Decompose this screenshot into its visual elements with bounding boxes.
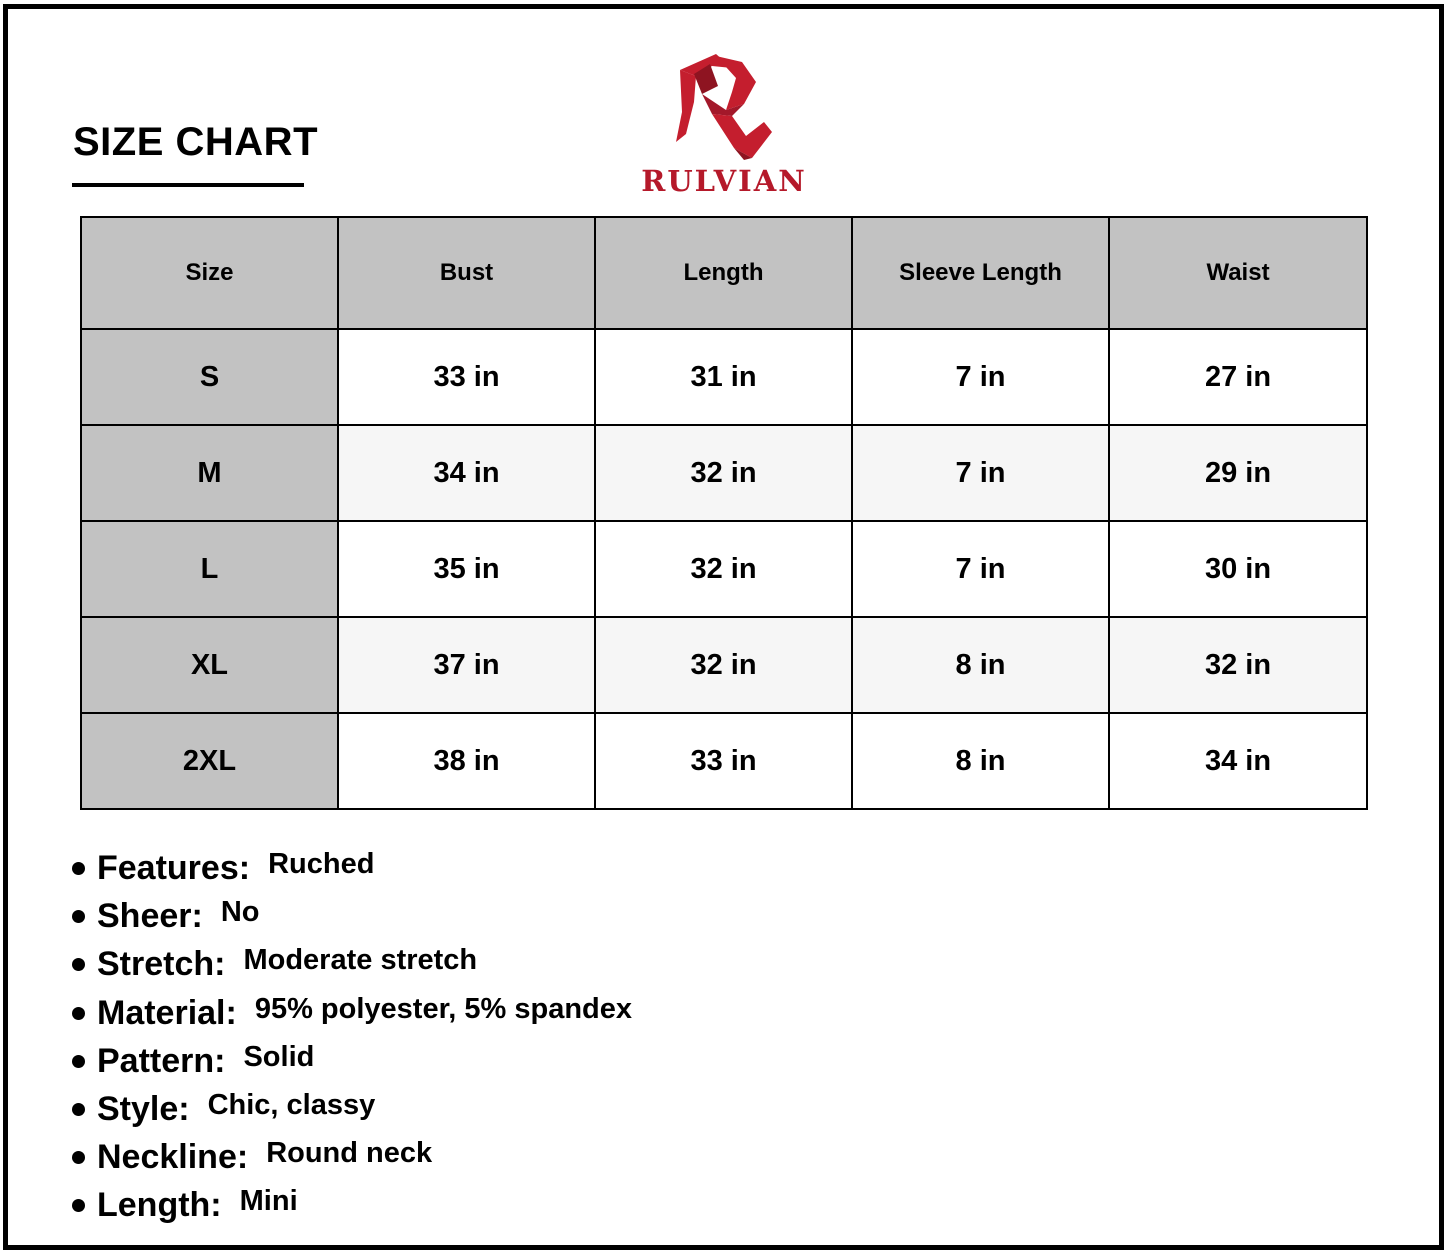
waist-cell: 34 in bbox=[1109, 713, 1367, 809]
bust-cell: 37 in bbox=[338, 617, 595, 713]
bust-cell: 38 in bbox=[338, 713, 595, 809]
brand-name: RULVIAN bbox=[641, 164, 807, 198]
detail-label: Neckline: bbox=[97, 1138, 249, 1177]
table-row bbox=[81, 329, 1367, 425]
detail-length bbox=[72, 1183, 632, 1231]
detail-value: No bbox=[220, 896, 260, 929]
sleeve-length-cell: 7 in bbox=[852, 521, 1109, 617]
bullet-icon bbox=[72, 1007, 85, 1020]
bullet-icon bbox=[72, 862, 85, 875]
bust-cell: 35 in bbox=[338, 521, 595, 617]
detail-material bbox=[72, 991, 632, 1039]
detail-label: Material: bbox=[97, 993, 237, 1032]
detail-neckline bbox=[72, 1135, 632, 1183]
waist-cell: 27 in bbox=[1109, 329, 1367, 425]
length-cell: 33 in bbox=[595, 713, 852, 809]
detail-features bbox=[72, 846, 632, 894]
table-row bbox=[81, 617, 1367, 713]
title-underline bbox=[72, 183, 304, 187]
header-waist: Waist bbox=[1109, 217, 1367, 329]
waist-cell: 32 in bbox=[1109, 617, 1367, 713]
sleeve-length-cell: 7 in bbox=[852, 425, 1109, 521]
bullet-icon bbox=[72, 1103, 85, 1116]
detail-label: Stretch: bbox=[97, 945, 226, 984]
bust-cell: 33 in bbox=[338, 329, 595, 425]
size-cell: S bbox=[81, 329, 338, 425]
bullet-icon bbox=[72, 1199, 85, 1212]
waist-cell: 30 in bbox=[1109, 521, 1367, 617]
product-details-list bbox=[72, 846, 632, 1232]
bullet-icon bbox=[72, 910, 85, 923]
bust-cell: 34 in bbox=[338, 425, 595, 521]
bullet-icon bbox=[72, 1151, 85, 1164]
waist-cell: 29 in bbox=[1109, 425, 1367, 521]
header-sleeve-length: Sleeve Length bbox=[852, 217, 1109, 329]
detail-value: 95% polyester, 5% spandex bbox=[254, 992, 633, 1025]
bullet-icon bbox=[72, 1055, 85, 1068]
detail-label: Style: bbox=[97, 1089, 190, 1128]
detail-value: Moderate stretch bbox=[243, 944, 478, 977]
size-cell: 2XL bbox=[81, 713, 338, 809]
size-cell: XL bbox=[81, 617, 338, 713]
rulvian-r-logo-icon bbox=[672, 52, 776, 162]
size-cell: M bbox=[81, 425, 338, 521]
size-cell: L bbox=[81, 521, 338, 617]
length-cell: 32 in bbox=[595, 521, 852, 617]
detail-value: Round neck bbox=[266, 1137, 433, 1170]
detail-label: Length: bbox=[97, 1186, 222, 1225]
page-title: SIZE CHART bbox=[73, 120, 318, 164]
sleeve-length-cell: 8 in bbox=[852, 713, 1109, 809]
detail-label: Sheer: bbox=[97, 897, 203, 936]
bullet-icon bbox=[72, 958, 85, 971]
table-row bbox=[81, 521, 1367, 617]
header-size: Size bbox=[81, 217, 338, 329]
size-table bbox=[80, 216, 1368, 810]
detail-label: Features: bbox=[97, 849, 251, 887]
detail-value: Ruched bbox=[268, 848, 375, 880]
detail-value: Mini bbox=[239, 1185, 298, 1218]
length-cell: 32 in bbox=[595, 617, 852, 713]
header-length: Length bbox=[595, 217, 852, 329]
detail-value: Solid bbox=[243, 1040, 315, 1073]
sleeve-length-cell: 8 in bbox=[852, 617, 1109, 713]
length-cell: 31 in bbox=[595, 329, 852, 425]
detail-label: Pattern: bbox=[97, 1041, 226, 1080]
detail-style bbox=[72, 1087, 632, 1135]
header-bust: Bust bbox=[338, 217, 595, 329]
detail-sheer bbox=[72, 894, 632, 942]
table-row bbox=[81, 425, 1367, 521]
length-cell: 32 in bbox=[595, 425, 852, 521]
detail-pattern bbox=[72, 1039, 632, 1087]
sleeve-length-cell: 7 in bbox=[852, 329, 1109, 425]
table-header-row bbox=[81, 217, 1367, 329]
table-row bbox=[81, 713, 1367, 809]
detail-stretch bbox=[72, 942, 632, 990]
detail-value: Chic, classy bbox=[207, 1088, 376, 1121]
